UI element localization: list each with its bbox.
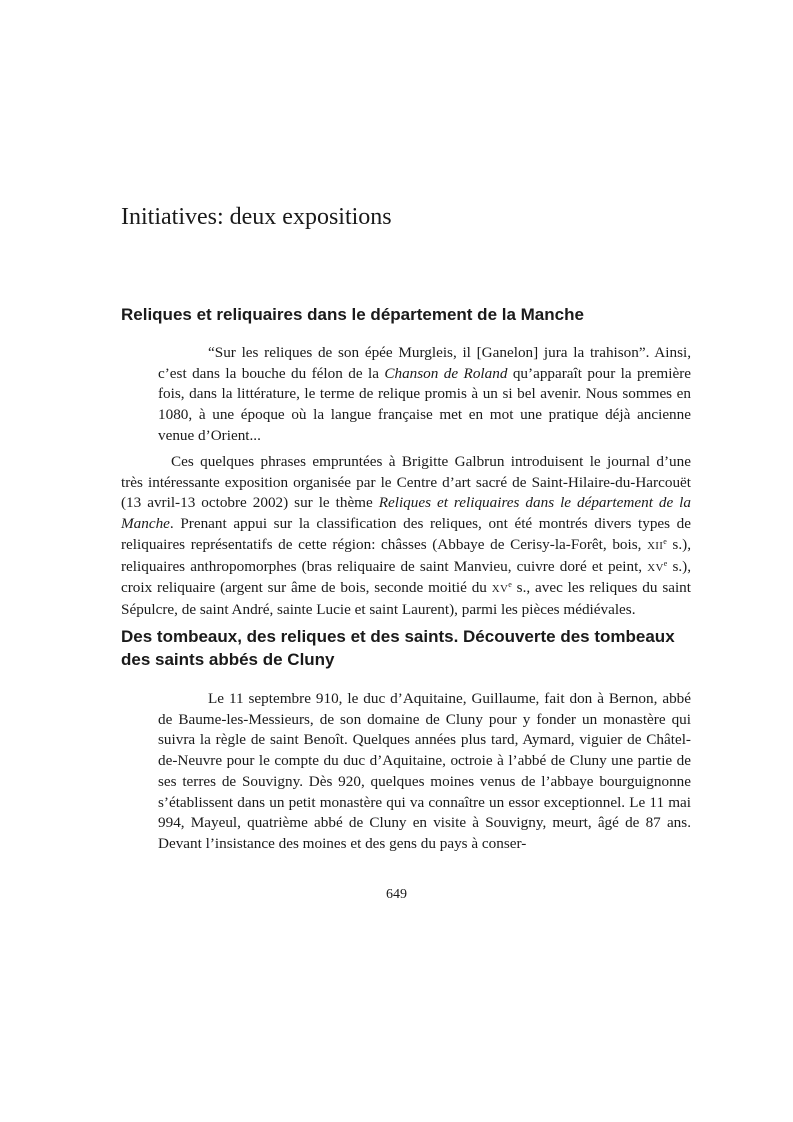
p1-text-a: Ces quelques phrases empruntées à Brigitte Galbrun introduisent le journal d’une très intéressante exposition organisée par le Centre d’art sacré de Saint-Hilaire-du-Harcouët (13 avril-13 octobre 2002) sur le thème (121, 453, 691, 512)
quote-work-title: Chanson de Roland (384, 364, 508, 382)
quote-text-a: “Sur les reliques de son épée Murgleis, il [Ganelon] jura la trahison”. Ainsi, c’est dans la bouche du félon de la (158, 344, 691, 382)
page-number: 649 (386, 887, 407, 902)
p1-text-b: . Prenant appui sur la classification des reliques, ont été montrés divers types de reliquaires représentatifs de cette région: châsses (Abbaye de Cerisy-la-Forêt, bois, (121, 515, 691, 553)
section-title-reliques: Reliques et reliquaires dans le département de la Manche (121, 305, 584, 324)
cluny-paragraph: Le 11 septembre 910, le duc d’Aquitaine, Guillaume, fait don à Bernon, abbé de Baume-les-Messieurs, de son domaine de Cluny pour y fonder un monastère qui suivra la règle de saint Benoît. Quelques années plus tard, Aymard, viguier de Châtel-de-Neuvre pour le compte du duc d’Aquitaine, octroie à l’abbé de Cluny une partie de ses terres de Souvigny. Dès 920, quelques moines venus de l’abbaye bourguignonne s’établissent dans un petit monastère qui va connaître un essor exceptionnel. Le 11 mai 994, Mayeul, quatrième abbé de Cluny en visite à Souvigny, meurt, âgé de 87 ans. Devant l’insistance des moines et des gens du pays à conser- (158, 690, 691, 852)
p1-text-c: s.), reliquaires anthropomorphes (bras reliquaire de saint Manvieu, cuivre doré et peint, (121, 535, 691, 575)
opening-quote (158, 343, 691, 447)
century-numeral: XV (647, 561, 664, 574)
century-superscript: e (663, 558, 668, 568)
century-numeral: XII (647, 539, 664, 552)
century-numeral: XV (491, 583, 509, 596)
p1-text-e: s., avec les reliques du saint Sépulcre, de saint André, sainte Lucie et saint Laurent), parmi les pièces médiévales. (121, 579, 691, 618)
quote-text-b: qu’apparaît pour la première fois, dans la littérature, le terme de relique promis à un si bel avenir. Nous sommes en 1080, à une époque où la langue française met en mot une pratique déjà ancienne venue d’Orient... (158, 364, 692, 444)
section-title-tombeaux: Des tombeaux, des reliques et des saints. Découverte des tombeaux des saints abbés de Cluny (121, 627, 675, 669)
exhibition-theme: Reliques et reliquaires dans le département de la Manche (121, 494, 691, 533)
exhibition-paragraph (121, 452, 691, 621)
chapter-title: Initiatives: deux expositions (121, 204, 392, 230)
century-superscript: e (508, 580, 512, 590)
century-superscript: e (663, 536, 667, 546)
p1-text-d: s.), croix reliquaire (argent sur âme de bois, seconde moitié du (121, 557, 692, 597)
